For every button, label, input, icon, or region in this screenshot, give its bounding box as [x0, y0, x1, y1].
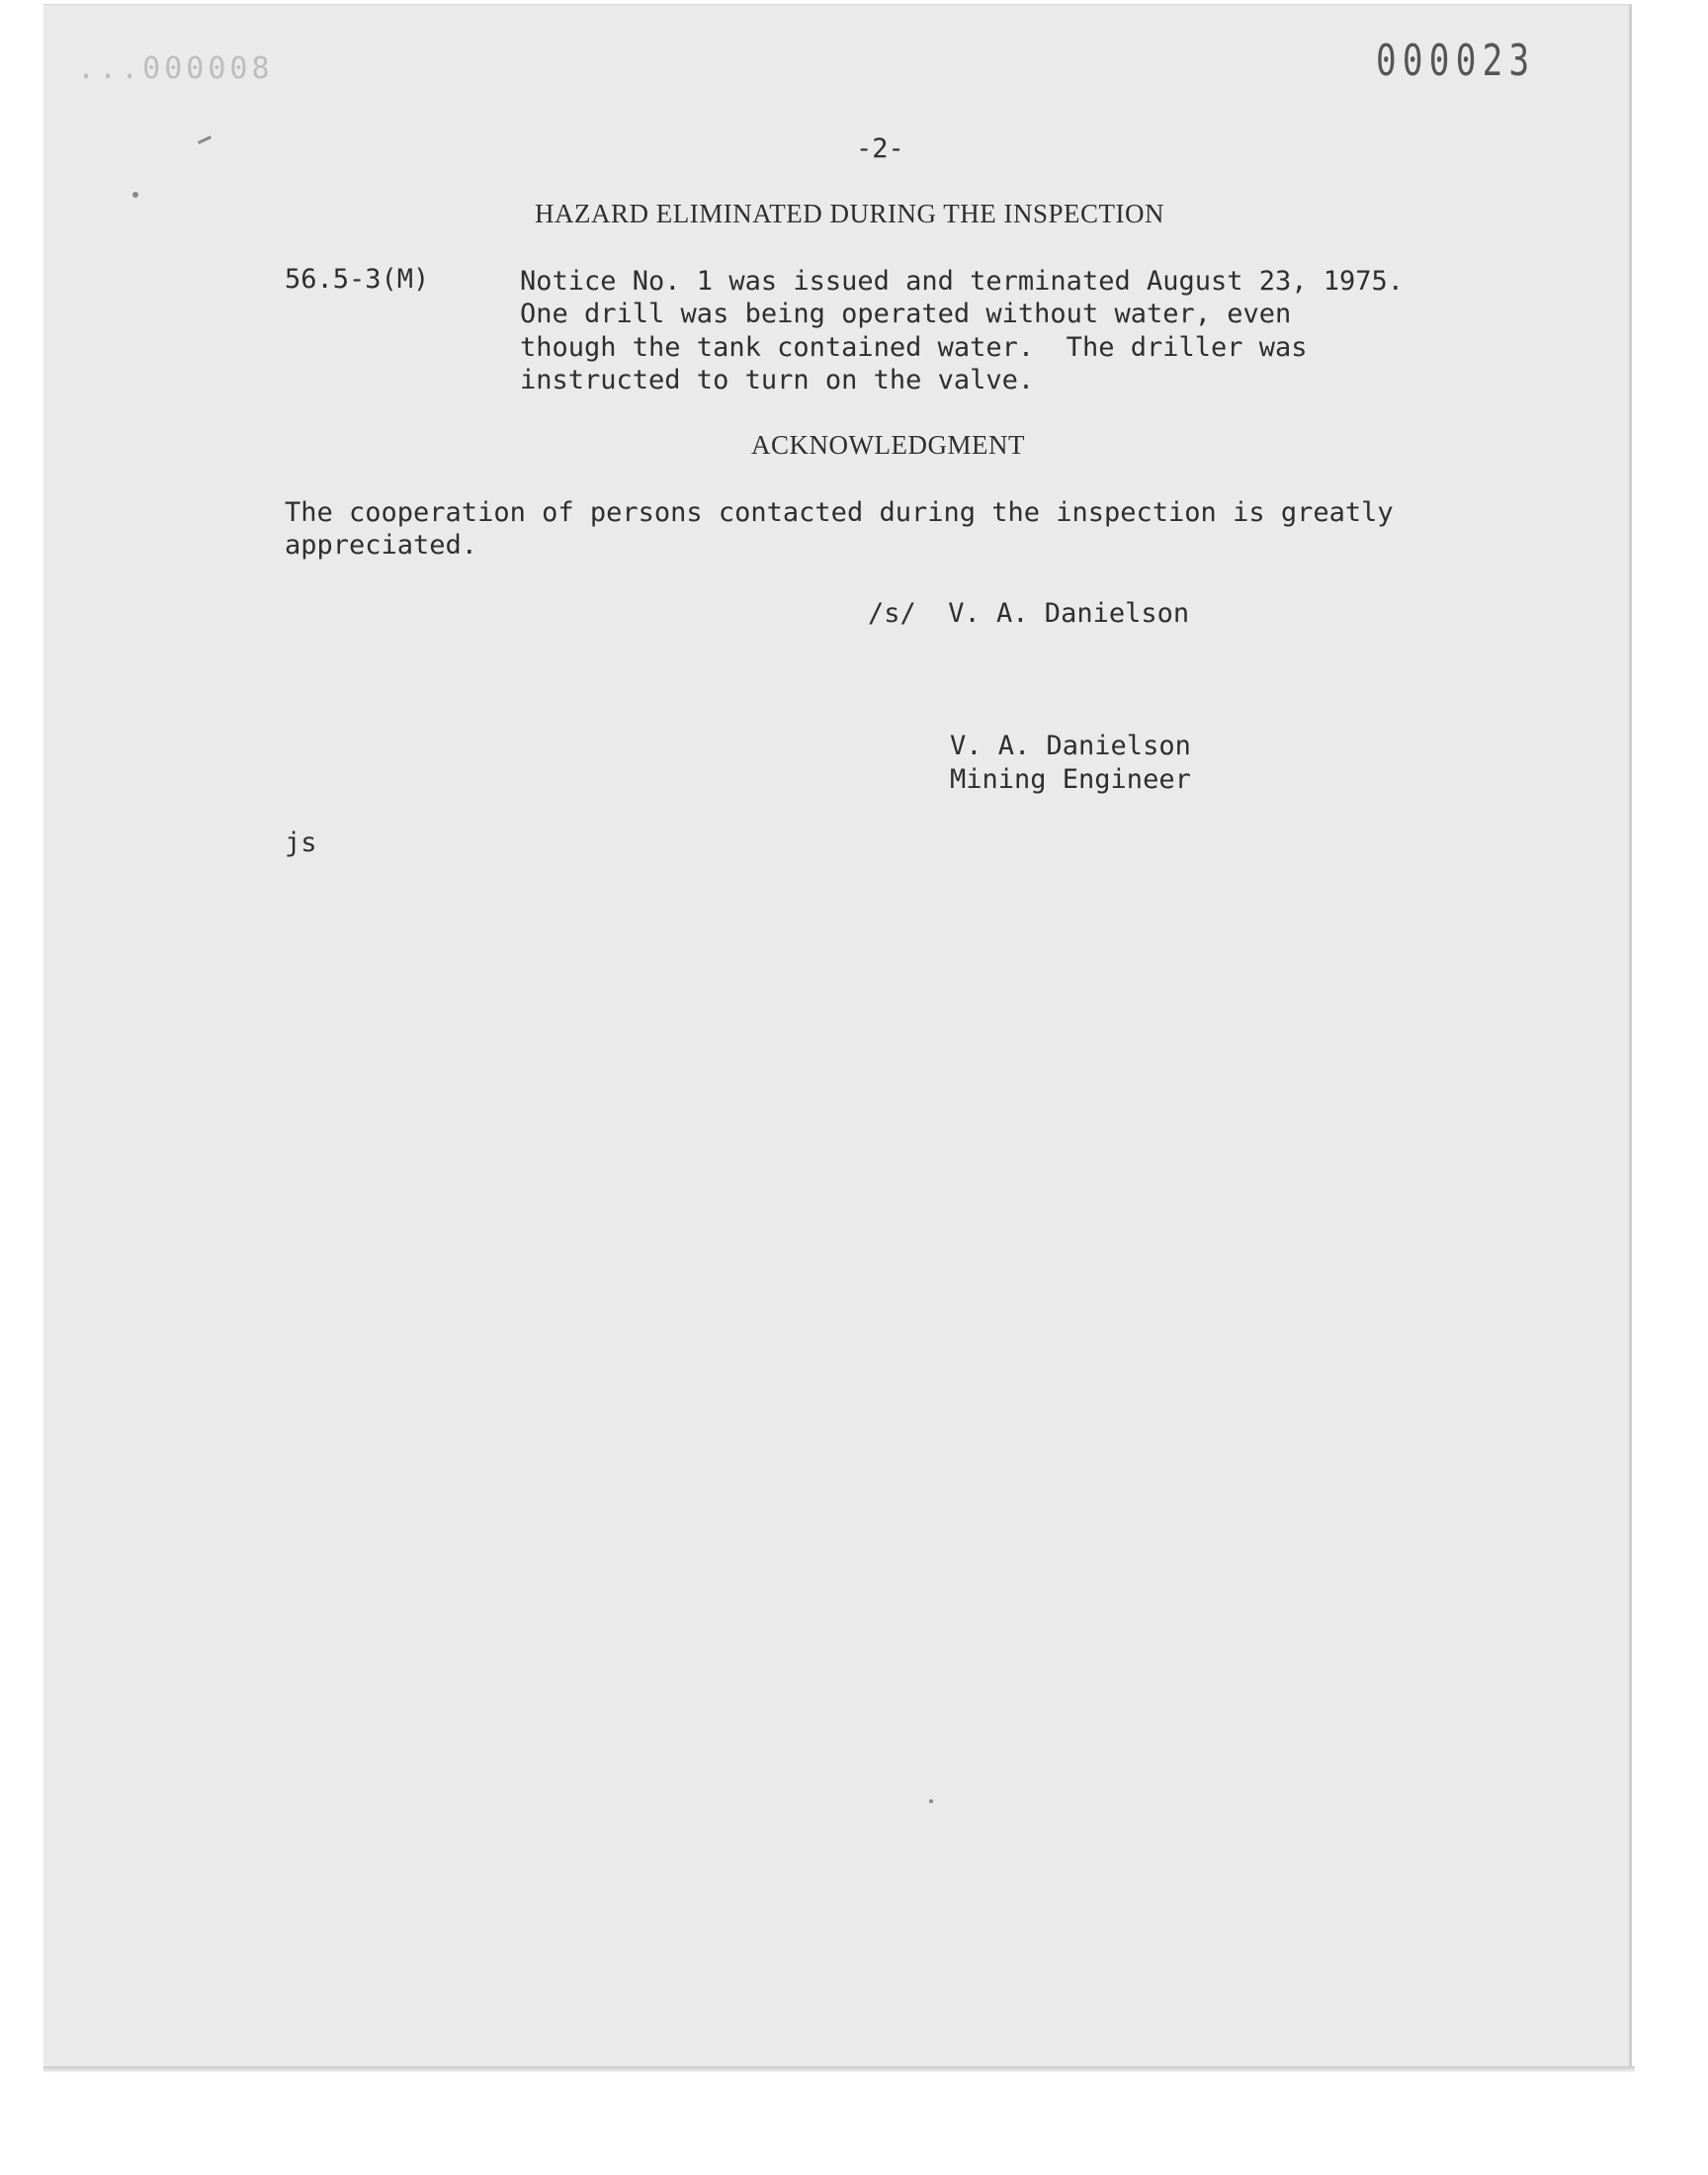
hazard-line: One drill was being operated without water, even: [520, 299, 1292, 329]
hazard-line: Notice No. 1 was issued and terminated August 23, 1975.: [520, 266, 1405, 297]
section-heading: HAZARD ELIMINATED DURING THE INSPECTION: [535, 199, 1164, 228]
typist-initials: js: [285, 827, 317, 858]
signature-line: /s/ V. A. Danielson: [868, 598, 1190, 629]
page-shadow: [43, 2066, 1635, 2072]
acknowledgment-heading: ACKNOWLEDGMENT: [751, 430, 1025, 460]
hazard-line: instructed to turn on the valve.: [520, 365, 1035, 395]
signer-name: V. A. Danielson: [950, 731, 1191, 761]
scan-mark: [132, 192, 138, 198]
acknowledgment-line: appreciated.: [285, 530, 478, 561]
acknowledgment-line: The cooperation of persons contacted during the inspection is greatly: [285, 497, 1394, 528]
hazard-line: though the tank contained water. The driller was: [520, 332, 1308, 363]
document-stamp-number: 000023: [1376, 36, 1536, 86]
bleedthrough-number: ...000008: [77, 51, 274, 86]
signer-title: Mining Engineer: [950, 764, 1191, 795]
speck: [929, 1799, 933, 1803]
page-number: -2-: [856, 133, 904, 164]
hazard-code: 56.5-3(M): [285, 264, 430, 295]
